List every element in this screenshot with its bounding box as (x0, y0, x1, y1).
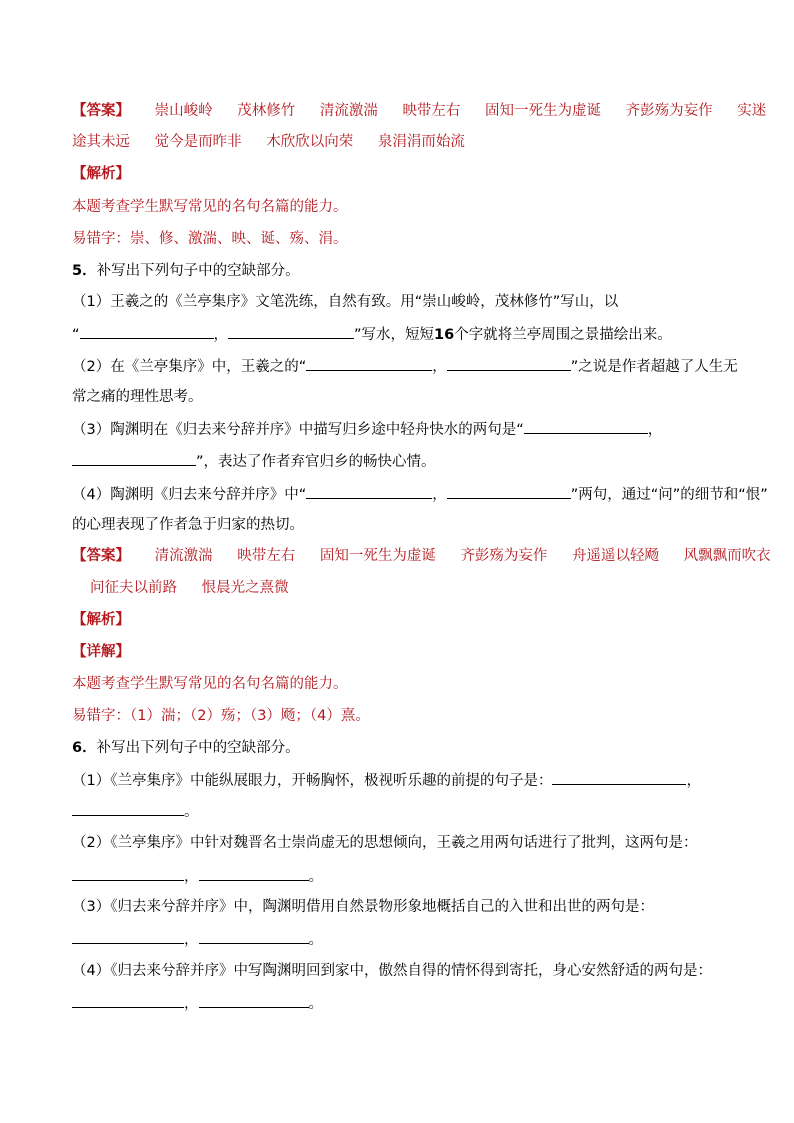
q6-item2-line2: ， 。 (72, 866, 323, 886)
answer-item: 舟遥遥以轻飏 (572, 548, 660, 564)
answer-blank[interactable] (199, 993, 309, 1008)
answer-item: 觉今是而昨非 (154, 134, 242, 150)
answer-item: 途其未远 (72, 134, 130, 150)
q5-item3-line2: ”，表达了作者弃官归乡的畅快心情。 (72, 451, 436, 471)
answer-item: 映带左右 (402, 103, 461, 119)
answer-item: 固知一死生为虚诞 (485, 103, 602, 119)
answer-blank[interactable] (80, 324, 214, 339)
q5-item4-line2: 的心理表现了作者急于归家的热切。 (72, 517, 304, 533)
typo-chars: 崇、修、激湍、映、诞、殇、涓。 (130, 231, 348, 247)
answer-blank[interactable] (552, 770, 686, 785)
question-number: 5． (72, 263, 97, 279)
answer-item: 风飘飘而吹衣 (683, 548, 771, 564)
q6-item3-line2: ， 。 (72, 929, 323, 949)
q6-item3-line1: （3）《归去来兮辞并序》中，陶渊明借用自然景物形象地概括自己的入世和出世的两句是： (72, 899, 654, 915)
answer-line-2 (72, 132, 465, 152)
detail-tag: 【详解】 (72, 644, 130, 660)
answer-item: 木欣欣以向荣 (266, 134, 354, 150)
analysis-text: 本题考查学生默写常见的名句名篇的能力。 (72, 676, 348, 692)
answer-blank[interactable] (199, 929, 309, 944)
answer-item: 问征夫以前路 (90, 580, 177, 596)
analysis-tag: 【解析】 (72, 612, 130, 628)
answer-tag: 【答案】 (72, 548, 130, 564)
q5-answer-line-2 (90, 578, 289, 598)
answer-blank[interactable] (72, 451, 196, 466)
answer-item: 清流激湍 (319, 103, 378, 119)
answer-item: 齐彭殇为妄作 (625, 103, 713, 119)
analysis-text: 本题考查学生默写常见的名句名篇的能力。 (72, 199, 348, 215)
answer-blank[interactable] (306, 356, 432, 371)
answer-item: 清流激湍 (154, 548, 213, 564)
answer-blank[interactable] (72, 866, 184, 881)
answer-blank[interactable] (72, 801, 184, 816)
question-title: 补写出下列句子中的空缺部分。 (96, 740, 300, 756)
typo-line (72, 229, 348, 249)
answer-blank[interactable] (199, 866, 309, 881)
q5-item2-line2: 常之痛的理性思考。 (72, 389, 203, 405)
q5-item4-line1: （4）陶渊明《归去来兮辞并序》中“ ， ”两句，通过“问”的细节和“恨” (72, 484, 768, 504)
answer-item: 恨晨光之熹微 (201, 580, 289, 596)
answer-line-1 (72, 101, 766, 121)
typo-line (72, 706, 370, 726)
answer-item: 泉涓涓而始流 (377, 134, 465, 150)
q5-answer-line-1 (72, 546, 771, 566)
answer-tag: 【答案】 (72, 103, 130, 119)
answer-blank[interactable] (447, 356, 571, 371)
answer-blank[interactable] (228, 324, 354, 339)
q5-item1-line1: （1）王羲之的《兰亭集序》文笔洗练，自然有致。用“崇山峻岭，茂林修竹”写山，以 (72, 294, 619, 310)
answer-blank[interactable] (447, 484, 571, 499)
q5-item1-line2: “ ， ”写水，短短16个字就将兰亭周围之景描绘出来。 (72, 324, 672, 344)
answer-item: 映带左右 (237, 548, 296, 564)
q6-item4-line2: ， 。 (72, 993, 323, 1013)
q6-item4-line1: （4）《归去来兮辞并序》中写陶渊明回到家中，傲然自得的情怀得到寄托，身心安然舒适的两句是： (72, 963, 712, 979)
answer-item: 齐彭殇为妄作 (460, 548, 548, 564)
typo-label: 易错字： (72, 231, 130, 247)
q6-item2-line1: （2）《兰亭集序》中针对魏晋名士崇尚虚无的思想倾向，王羲之用两句话进行了批判，这两句是： (72, 835, 698, 851)
q6-item1-line1: （1）《兰亭集序》中能纵展眼力，开畅胸怀，极视听乐趣的前提的句子是： ， (72, 770, 701, 790)
answer-blank[interactable] (524, 419, 648, 434)
typo-items: （1）湍；（2）殇；（3）飏；（4）熹。 (130, 708, 370, 724)
question-5-title (72, 261, 300, 281)
q5-item3-line1: （3）陶渊明在《归去来兮辞并序》中描写归乡途中轻舟快水的两句是“ ， (72, 419, 662, 439)
answer-blank[interactable] (72, 929, 184, 944)
typo-label: 易错字： (72, 708, 130, 724)
q5-item2-line1: （2）在《兰亭集序》中，王羲之的“ ， ”之说是作者超越了人生无 (72, 356, 738, 376)
question-number: 6． (72, 740, 97, 756)
answer-blank[interactable] (306, 484, 432, 499)
answer-item: 崇山峻岭 (154, 103, 213, 119)
q6-item1-line2: 。 (72, 801, 199, 821)
analysis-tag: 【解析】 (72, 166, 130, 182)
question-title: 补写出下列句子中的空缺部分。 (96, 263, 300, 279)
question-6-title (72, 738, 300, 758)
answer-item: 固知一死生为虚诞 (319, 548, 436, 564)
answer-blank[interactable] (72, 993, 184, 1008)
answer-item: 茂林修竹 (237, 103, 296, 119)
answer-item: 实迷 (737, 103, 767, 119)
